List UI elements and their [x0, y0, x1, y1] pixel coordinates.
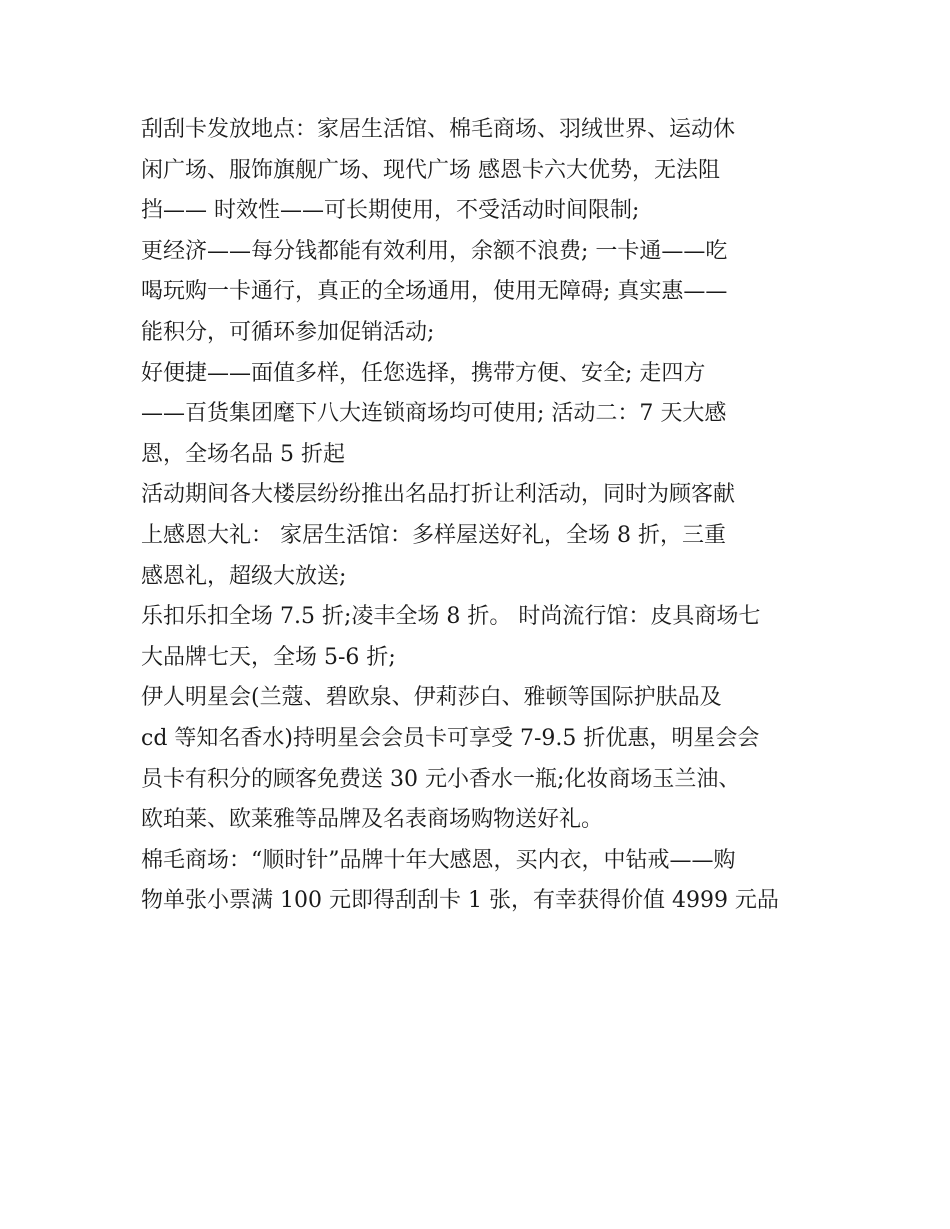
text-line: 挡—— 时效性——可长期使用，不受活动时间限制;: [141, 198, 640, 224]
text-line: 大品牌七天，全场 5-6 折;: [141, 644, 396, 670]
text-line: 闲广场、服饰旗舰广场、现代广场 感恩卡六大优势，无法阻: [141, 157, 720, 183]
text-line: 喝玩购一卡通行，真正的全场通用，使用无障碍; 真实惠——: [141, 279, 728, 305]
text-line: 乐扣乐扣全场 7.5 折;凌丰全场 8 折。 时尚流行馆：皮具商场七: [141, 604, 761, 630]
text-line: 活动期间各大楼层纷纷推出名品打折让利活动，同时为顾客献: [141, 482, 736, 508]
text-line: cd 等知名香水)持明星会会员卡可享受 7-9.5 折优惠，明星会会: [141, 725, 760, 751]
text-line: 棉毛商场：“顺时针”品牌十年大感恩，买内衣，中钻戒——购: [141, 847, 736, 873]
text-line: 上感恩大礼： 家居生活馆：多样屋送好礼，全场 8 折，三重: [141, 522, 726, 548]
text-line: 刮刮卡发放地点：家居生活馆、棉毛商场、羽绒世界、运动休: [141, 117, 736, 142]
text-line: 员卡有积分的顾客免费送 30 元小香水一瓶;化妆商场玉兰油、: [141, 766, 741, 792]
text-line: 伊人明星会(兰蔻、碧欧泉、伊莉莎白、雅顿等国际护肤品及: [141, 685, 722, 711]
text-line: 能积分，可循环参加促销活动;: [141, 319, 435, 345]
text-line: 更经济——每分钱都能有效利用，余额不浪费; 一卡通——吃: [141, 238, 728, 264]
text-line: 物单张小票满 100 元即得刮刮卡 1 张，有幸获得价值 4999 元品: [141, 888, 779, 914]
text-line: 欧珀莱、欧莱雅等品牌及名表商场购物送好礼。: [141, 807, 604, 833]
document-body: [141, 110, 821, 922]
text-line: ——百货集团麾下八大连锁商场均可使用; 活动二：7 天大感: [141, 401, 727, 427]
text-line: 恩，全场名品 5 折起: [141, 441, 345, 467]
text-line: 好便捷——面值多样，任您选择，携带方便、安全; 走四方: [141, 360, 706, 386]
text-line: 感恩礼，超级大放送;: [141, 563, 347, 589]
